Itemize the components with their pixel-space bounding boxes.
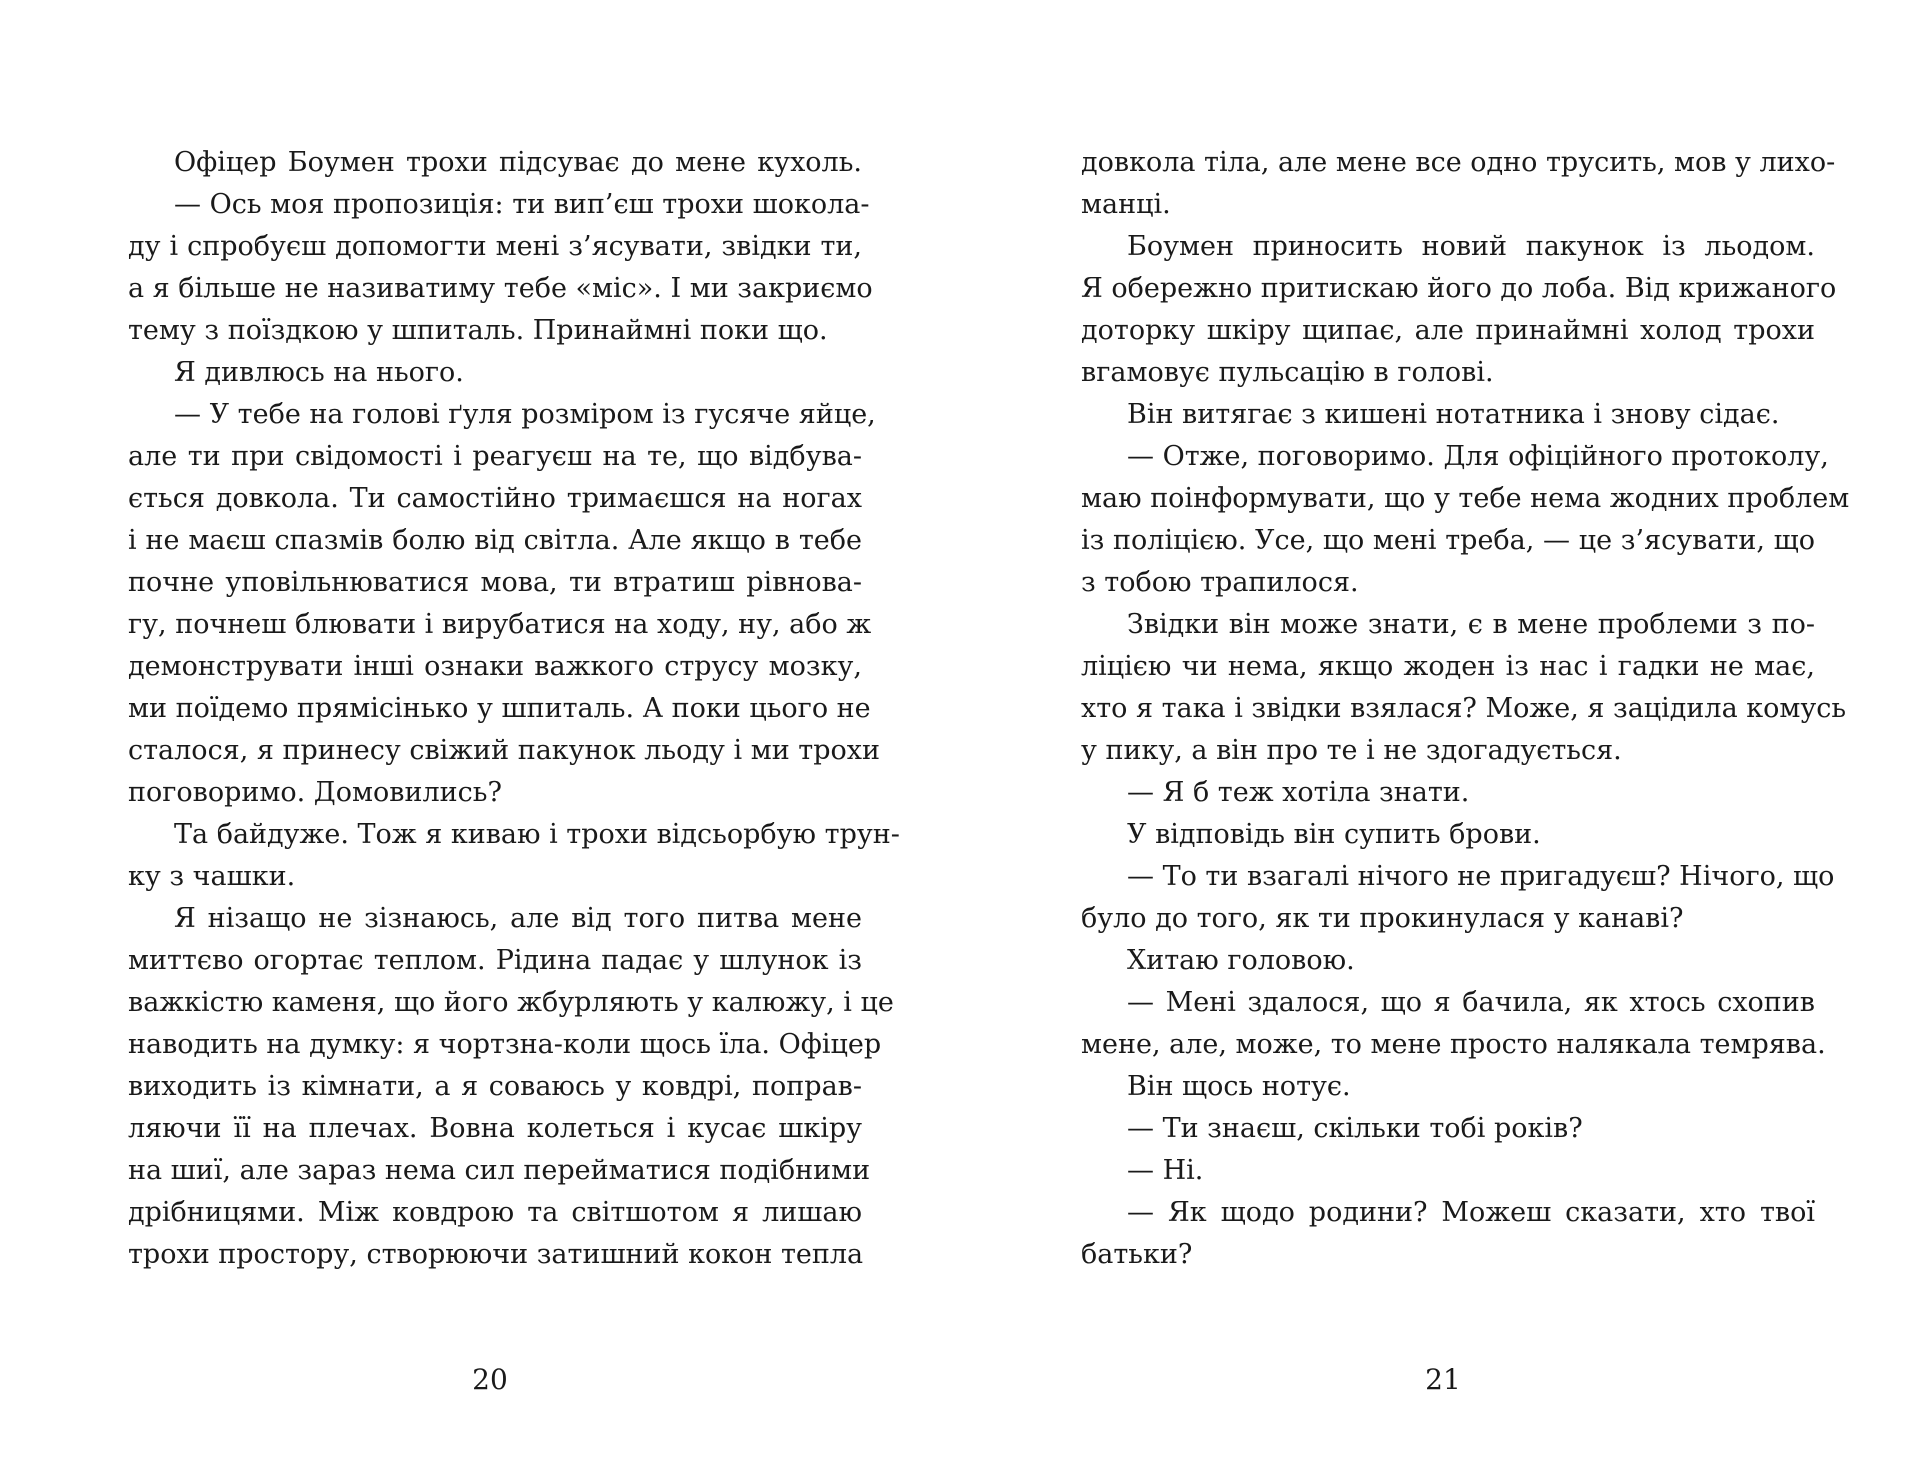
- text-line: У відповідь він супить брови.: [1127, 819, 1541, 850]
- text-line: — Як щодо родини? Можеш сказати, хто твої: [1127, 1197, 1815, 1228]
- text-line: батьки?: [1081, 1239, 1193, 1270]
- left-page: [128, 142, 900, 1276]
- text-line: виходить із кімнати, а я соваюсь у ковдрі, поправ-: [128, 1071, 862, 1102]
- left-page-text: [128, 142, 900, 1276]
- text-line: Він щось нотує.: [1127, 1071, 1351, 1102]
- text-line: мене, але, може, то мене просто налякала темрява.: [1081, 1029, 1826, 1060]
- text-line: було до того, як ти прокинулася у канаві?: [1081, 903, 1684, 934]
- text-line: на шиї, але зараз нема сил перейматися подібними: [128, 1155, 871, 1186]
- text-line: ми поїдемо прямісінько у шпиталь. А поки цього не: [128, 693, 871, 724]
- text-line: — Ось моя пропозиція: ти вип’єш трохи шокола-: [174, 189, 870, 220]
- text-line: ляючи її на плечах. Вовна колеться і кусає шкіру: [128, 1113, 862, 1144]
- text-line: — Мені здалося, що я бачила, як хтось схопив: [1127, 987, 1815, 1018]
- text-line: — Ні.: [1127, 1155, 1204, 1186]
- text-line: Я дивлюсь на нього.: [174, 357, 464, 388]
- text-line: ліцією чи нема, якщо жоден із нас і гадки не має,: [1081, 651, 1815, 682]
- text-line: Хитаю головою.: [1127, 945, 1355, 976]
- text-line: доторку шкіру щипає, але принаймні холод трохи: [1081, 315, 1815, 346]
- text-line: Звідки він може знати, є в мене проблеми з по-: [1127, 609, 1815, 640]
- right-page: [1081, 142, 1850, 1276]
- text-line: трохи простору, створюючи затишний кокон тепла: [128, 1239, 864, 1270]
- text-line: гу, почнеш блювати і вирубатися на ходу, ну, або ж: [128, 609, 872, 640]
- text-line: довкола тіла, але мене все одно трусить, мов у лихо-: [1081, 147, 1836, 178]
- text-line: дрібницями. Між ковдрою та світшотом я лишаю: [128, 1197, 862, 1228]
- text-line: у пику, а він про те і не здогадується.: [1081, 735, 1622, 766]
- text-line: ється довкола. Ти самостійно тримаєшся на ногах: [128, 483, 862, 514]
- text-line: Та байдуже. Тож я киваю і трохи відсьорбую трун-: [174, 819, 900, 850]
- text-line: Я обережно притискаю його до лоба. Від крижаного: [1081, 273, 1837, 304]
- text-line: Офіцер Боумен трохи підсуває до мене кухоль.: [174, 147, 862, 178]
- page-number-right: 21: [1425, 1363, 1461, 1396]
- text-line: вгамовує пульсацію в голові.: [1081, 357, 1494, 388]
- text-line: ду і спробуєш допомогти мені з’ясувати, звідки ти,: [128, 231, 862, 262]
- text-line: — Отже, поговоримо. Для офіційного протоколу,: [1127, 441, 1829, 472]
- text-line: але ти при свідомості і реагуєш на те, що відбува-: [128, 441, 862, 472]
- text-line: Він витягає з кишені нотатника і знову сідає.: [1127, 399, 1780, 430]
- text-line: миттєво огортає теплом. Рідина падає у шлунок із: [128, 945, 862, 976]
- text-line: почне уповільнюватися мова, ти втратиш рівнова-: [128, 567, 862, 598]
- text-line: із поліцією. Усе, що мені треба, — це з’ясувати, що: [1081, 525, 1815, 556]
- text-line: демонструвати інші ознаки важкого струсу мозку,: [128, 651, 862, 682]
- text-line: ку з чашки.: [128, 861, 296, 892]
- text-line: сталося, я принесу свіжий пакунок льоду і ми трохи: [128, 735, 880, 766]
- text-line: а я більше не називатиму тебе «міс». І ми закриємо: [128, 273, 873, 304]
- right-page-text: [1081, 142, 1850, 1276]
- page-number-left: 20: [472, 1363, 508, 1396]
- text-line: тему з поїздкою у шпиталь. Принаймні поки що.: [128, 315, 828, 346]
- text-line: і не маєш спазмів болю від світла. Але якщо в тебе: [128, 525, 862, 556]
- text-line: Я нізащо не зізнаюсь, але від того питва мене: [174, 903, 862, 934]
- text-line: — То ти взагалі нічого не пригадуєш? Нічого, що: [1127, 861, 1835, 892]
- text-line: манці.: [1081, 189, 1171, 220]
- text-line: маю поінформувати, що у тебе нема жодних проблем: [1081, 483, 1850, 514]
- text-line: хто я така і звідки взялася? Може, я зацідила комусь: [1081, 693, 1847, 724]
- text-line: — Ти знаєш, скільки тобі років?: [1127, 1113, 1583, 1144]
- text-line: з тобою трапилося.: [1081, 567, 1359, 598]
- text-line: поговоримо. Домовились?: [128, 777, 502, 808]
- text-line: — Я б теж хотіла знати.: [1127, 777, 1470, 808]
- text-line: Боумен приносить новий пакунок із льодом.: [1127, 231, 1815, 262]
- text-line: наводить на думку: я чортзна-коли щось їла. Офіцер: [128, 1029, 882, 1060]
- text-line: — У тебе на голові ґуля розміром із гусяче яйце,: [174, 399, 876, 430]
- text-line: важкістю каменя, що його жбурляють у калюжу, і це: [128, 987, 894, 1018]
